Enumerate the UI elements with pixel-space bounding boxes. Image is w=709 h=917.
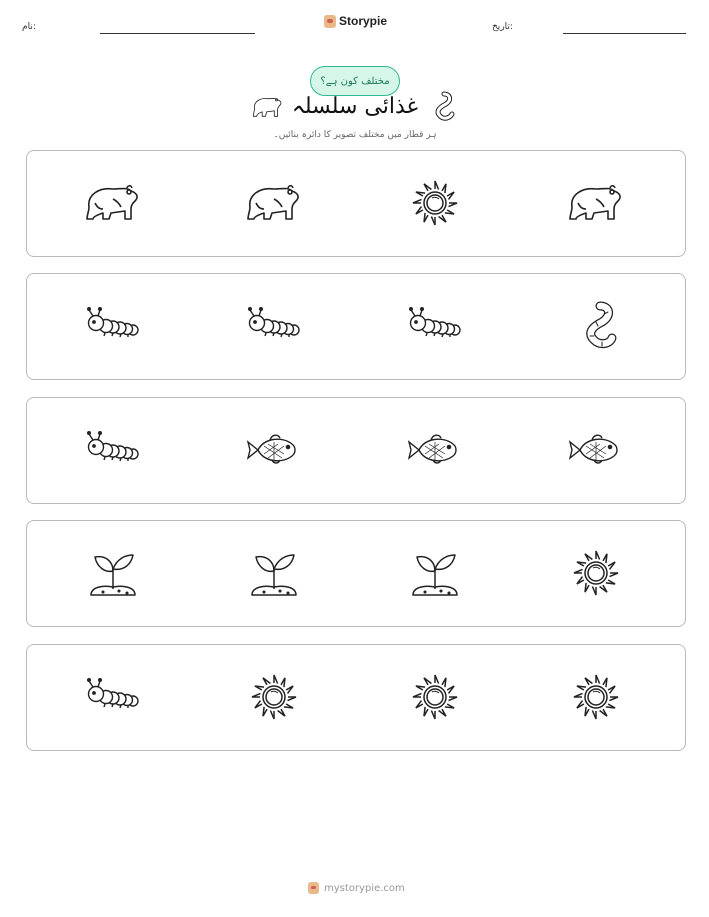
brand-name: Storypie [339,14,388,28]
caterpillar-icon[interactable] [244,296,304,356]
sprout-icon[interactable] [405,543,465,603]
sun-icon[interactable] [566,543,626,603]
storypie-logo-icon [324,15,336,28]
worm-icon[interactable] [566,296,626,356]
footer [308,882,405,894]
row-1 [26,150,686,257]
worksheet-badge: مختلف کون ہے؟ [310,66,400,96]
caterpillar-icon[interactable] [83,667,143,727]
brand-logo [324,14,387,28]
fish-icon[interactable] [405,420,465,480]
name-label: نام: [22,22,36,32]
fish-icon[interactable] [566,420,626,480]
date-label: تاریخ: [492,22,513,32]
worksheet-instruction: ہر قطار میں مختلف تصویر کا دائرہ بنائیں۔ [273,130,437,140]
storypie-footer-icon [308,882,319,894]
sun-icon[interactable] [405,173,465,233]
fish-icon[interactable] [244,420,304,480]
row-4 [26,520,686,627]
row-5 [26,644,686,751]
worksheet-title: غذائی سلسلہ [291,94,419,119]
bear-icon[interactable] [244,173,304,233]
bear-icon[interactable] [83,173,143,233]
row-3 [26,397,686,504]
caterpillar-icon[interactable] [83,296,143,356]
caterpillar-icon[interactable] [83,420,143,480]
row-2 [26,273,686,380]
caterpillar-icon[interactable] [405,296,465,356]
sun-icon[interactable] [244,667,304,727]
title-worm-icon [430,90,456,122]
sprout-icon[interactable] [83,543,143,603]
title-bear-icon [249,91,283,119]
bear-icon[interactable] [566,173,626,233]
footer-site[interactable]: mystorypie.com [324,882,405,894]
sprout-icon[interactable] [244,543,304,603]
sun-icon[interactable] [566,667,626,727]
sun-icon[interactable] [405,667,465,727]
name-line[interactable] [100,33,255,34]
date-line[interactable] [563,33,686,34]
